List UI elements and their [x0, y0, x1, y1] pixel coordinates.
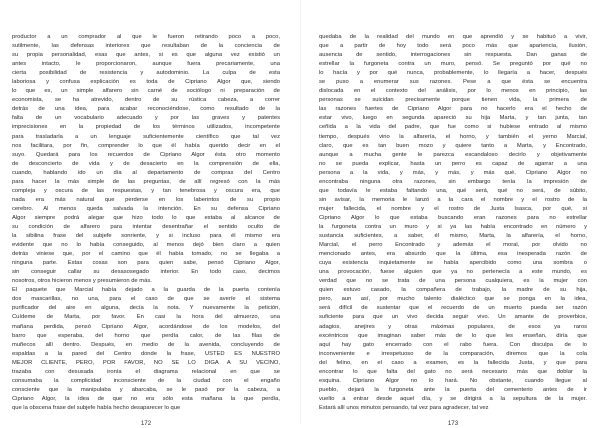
- right-page-text: [319, 33, 587, 413]
- text-line: excéntricos que imaginan saber más de lo que les enseñan, diría que: [319, 332, 587, 339]
- text-line: lo hacía y por qué nunca, probablemente, lo llegaría a hacer, después: [319, 70, 587, 77]
- text-line: cuando, hablando ido un día al departamento de compras del Centro: [12, 169, 280, 176]
- text-line: lo que es, un simple alfarero sin carné de sociólogo ni preparación de: [12, 88, 280, 95]
- text-line: trazaba con desusada ironía el diagrama relacional en que se: [12, 368, 280, 375]
- text-line: nada era más natural que perderse en los laberintos de su propio: [12, 196, 280, 203]
- text-line: estar vivo, luego en segunda apareció su hija Marta, y tan junta, tan: [319, 115, 587, 122]
- text-line: imprecisiones en la propiedad de los términos utilizados, incompetente: [12, 124, 280, 131]
- text-line: muñecos allí dentro. Después, en medio de la avenida, concluyendo de: [12, 341, 280, 348]
- text-line: barro que esperaba, del horno que perdía calor, de las filas de: [12, 332, 280, 339]
- text-line: sin avisar, la memoria le lanzó a la cara el nombre y el rostro de la: [319, 196, 587, 203]
- text-line: mencionado antes, era absurdo que la última, esa inesperada razón de: [319, 251, 587, 258]
- right-page: [319, 28, 587, 427]
- text-line: espaldas a la pared del Centro donde la frase, USTED ES NUESTRO: [12, 350, 280, 357]
- text-line: no se pueda explicar, hasta un perro es capaz de agarrar a una: [319, 160, 587, 167]
- text-line: persona a la vida, y más, y más, y más qué, Cipriano Algor no: [319, 169, 587, 176]
- text-line: falta de un vocabulario adecuado y por las graves y patentes: [12, 115, 280, 122]
- book-gutter: [300, 0, 301, 424]
- text-line: dos mascarillas, no una, para el caso de que se averíe el sistema: [12, 296, 280, 303]
- text-line: suyo. Quedará para los recuerdos de Cipriano Algor ésta otro momento: [12, 151, 280, 158]
- text-line: detrás viniese que, por el camino que él había tomado, no se llegaba a: [12, 251, 280, 258]
- text-line: encontrar lo que falta del gato no será necesario más que doblar la: [319, 368, 587, 375]
- text-line: sustancia suficientes, a saber, él mismo, Marta, la alfarería, el horno,: [319, 233, 587, 240]
- text-line: MEJOR CLIENTE, PERO, POR FAVOR, NO SE LO DIGA A SU VECINO,: [12, 359, 280, 366]
- text-line: quedaba de la realidad del mundo en que aprendió y se habituó a vivir,: [319, 34, 587, 40]
- text-line: Cuídeme de Marta, por favor. En casi la hora del almuerzo, una: [12, 314, 280, 321]
- text-line: verdad que no se trata de una persona cualquiera, es la mujer con: [319, 278, 587, 285]
- text-line: productor a un comprador al que le fueron retirando poco a poco,: [12, 34, 280, 40]
- text-line: suficiente para que un vivo decida seguir vivo. Un amante de proverbios,: [319, 314, 587, 321]
- text-line: nos facilitara, por fin, comprender lo que él había querido decir en el: [12, 142, 280, 149]
- text-line: de desconcierto de vida y de desacierto en la comprensión de ella,: [12, 160, 280, 167]
- text-line: la sibilina frase del subjefe sonriente, y si incluso para él mismo era: [12, 233, 280, 240]
- text-line: dislocada en el contexto del análisis, por lo menos en principio, las: [319, 88, 587, 95]
- text-line: que la obscena frase del subjefe había hecho desaparecer lo que: [12, 404, 181, 411]
- text-line: vuelto a entrar desde aquel día, y se dirigirá a la sepultura de la mujer.: [319, 395, 587, 402]
- text-line: purificador del aire en alguna, decía la nota. Y nuevamente la petición,: [12, 305, 280, 312]
- left-page: [12, 28, 280, 427]
- right-page-number: 173: [447, 420, 459, 427]
- text-line: El paquete que Marcial había dejado a la guarda de la puerta contenía: [12, 287, 280, 294]
- text-line: pueblo, dejará la furgoneta ante la puerta del cementerio antes de ir: [319, 386, 587, 393]
- text-line: personas se suicidan precisamente porque tienen vida, la primera de: [319, 97, 587, 104]
- text-line: estrellar la furgoneta contra un muro, pensó. Se preguntó por qué no: [319, 61, 587, 68]
- text-line: quien estuvo casado, la compañera de trabajo, la madre de su hija,: [319, 287, 587, 294]
- text-line: laboriosa y confusa explicación es toda de Cipriano Algor que, siendo: [12, 79, 280, 86]
- text-line: Cipriano Algor, la idea de que no era sólo esta mañana la que perdía,: [12, 395, 280, 402]
- text-line: las razones fuertes de Cipriano Algor para no hacerlo era el hecho de: [319, 106, 587, 113]
- text-line: sin conseguir callar su desasosegado interior. En todo caso, decimos: [12, 269, 280, 276]
- text-line: del felino, en el caso a examen, es la fallecida Justa, y que para: [319, 359, 587, 366]
- text-line: que a partir de hoy todo será poco más que apariencia, ilusión,: [319, 43, 587, 50]
- text-line: será difícil de sustentar que el recuerdo de un muerto pueda ser razón: [319, 305, 587, 312]
- text-line: consciente que la manipulaba y abarcaba, se le pasó por la cabeza, a: [12, 386, 280, 393]
- text-line: que todavía le estaba faltando una, qué será, qué no será, de súbito,: [319, 187, 587, 194]
- text-line: tiempo, después vino la alfarería, el horno, y también el yerno Marcial,: [319, 133, 587, 140]
- text-line: nosotros, otros hicieron menos y presumieron de más.: [12, 278, 152, 285]
- text-line: ceñida a la vida del padre, que fue como si hubiese entrado al mismo: [319, 124, 587, 131]
- text-line: mañana perdida, pensó Cipriano Algor, acordándose de los modelos, del: [12, 323, 280, 330]
- text-line: una provocación, fuese alguien que ya no pertenecía a este mundo, es: [319, 269, 587, 276]
- text-line: claro, que es tan buen mozo y quiere tanto a Marta, y Encontrado,: [319, 142, 587, 149]
- text-line: pero, aun así, por mucho talento dialéctico que se ponga en la idea,: [319, 296, 587, 303]
- text-line: la furgoneta contra un muro y si ya las había encontrado en número y: [319, 223, 587, 230]
- text-line: ninguna parte. Estas cosas son para quien sabe, pensó Cipriano Algor,: [12, 260, 280, 267]
- text-line: se puso a enumerar sus razones. Pese a que ésta se encuentra: [319, 79, 587, 86]
- text-line: economista, se ha atrevido, dentro de su rústica cabeza, a correr: [12, 97, 280, 104]
- text-line: consumaba la complicidad inconsciente de la ciudad con el engaño: [12, 377, 280, 384]
- text-line: evidente que no lo había conseguido, al menos dejó bien claro a quien: [12, 242, 280, 249]
- text-line: sutilmente, las defensas interiores que resultaban de la conciencia de: [12, 43, 280, 50]
- left-page-text: [12, 33, 280, 413]
- text-line: ausencia de sentido, interrogaciones sin respuesta. Dan ganas de: [319, 52, 587, 59]
- text-line: antes intacto, le proporcionaron, aunque fuera precariamente, una: [12, 61, 280, 68]
- text-line: para hacer la más simple de las preguntas, de allí regresó con la más: [12, 178, 280, 185]
- text-line: adagios, anejires y otras máximas populares, de esos ya raros: [319, 323, 587, 330]
- text-line: Estará allí unos minutos pensando, tal vez para agradecer, tal vez: [319, 404, 489, 411]
- text-line: su condición de alfarero para intentar desentrañar el sentido oculto de: [12, 223, 280, 230]
- text-line: Algor siempre podrá alegar que hizo todo lo que estaba al alcance de: [12, 214, 280, 221]
- text-line: aquí hay gato encerrado con el rabo fuera. Con disculpa de lo: [319, 341, 587, 348]
- text-line: Marcial, el perro Encontrado y además el moral, por olvido no: [319, 242, 587, 249]
- text-line: para trasladarla a un lenguaje suficientemente científico que tal vez: [12, 133, 280, 140]
- text-line: aunque a mucha gente le parezca escandaloso decirlo y objetivamente: [319, 151, 587, 158]
- text-line: esquina. Cipriano Algor no lo hará. No obstante, cuando llegue al: [319, 377, 587, 384]
- text-line: compleja y oscura de las respuestas, y tan tenebrosa y oscura era, que: [12, 187, 280, 194]
- text-line: cerebro. Al menos queda salvada la intención. En su defensa Cipriano: [12, 205, 280, 212]
- text-line: encontraba ninguna otra razones, sin embargo tenía la impresión de: [319, 178, 587, 185]
- text-line: detrás de una idea, para acabar reconociéndose, como resultado de la: [12, 106, 280, 113]
- text-line: mujer fallecida, el nombre y el rostro de Justa Isasca, por qué, si: [319, 205, 587, 212]
- text-line: Cipriano Algor lo que estaba buscando eran razones para no estrellar: [319, 214, 587, 221]
- left-page-number: 172: [140, 420, 152, 427]
- text-line: cuya existencia inquietamente se había apercibido como una sombra o: [319, 260, 587, 267]
- text-line: inconveniente e irrespetuoso de la comparación, diremos que la cola: [319, 350, 587, 357]
- text-line: cierta posibilidad de resistencia y autodominio. La culpa de esta: [12, 70, 280, 77]
- text-line: su propia personalidad, esas que antes, si es que alguna vez existió un: [12, 52, 280, 59]
